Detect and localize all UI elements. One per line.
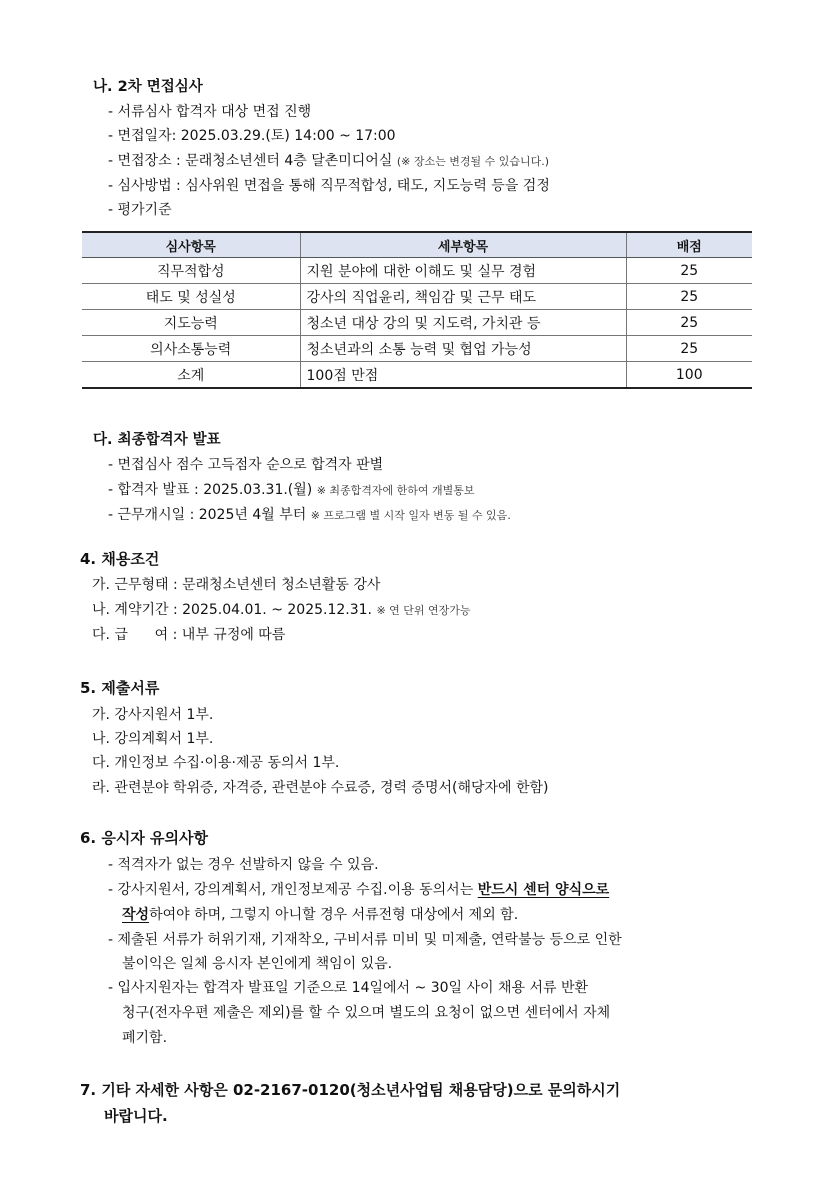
criterion-cell: 태도 및 성실성 xyxy=(82,284,300,310)
header-cell: 배점 xyxy=(626,232,752,258)
notice-item xyxy=(108,880,609,900)
contract-period: 나. 계약기간 : 2025.04.01. ~ 2025.12.31. xyxy=(92,602,372,618)
contact-line: 7. 기타 자세한 사항은 02-2167-0120(청소년사업팀 채용담당)으로 문의하시기 xyxy=(80,1081,621,1099)
table-row-subtotal xyxy=(82,362,752,389)
score-cell: 25 xyxy=(626,258,752,284)
notice-item: - 입사지원자는 합격자 발표일 기준으로 14일에서 ~ 30일 사이 채용 서류 반환 xyxy=(108,980,589,996)
table-row xyxy=(82,310,752,336)
interview-item: - 심사방법 : 심사위원 면접을 통해 직무적합성, 태도, 지도능력 등을 검정 xyxy=(108,178,550,194)
final-result-item xyxy=(108,480,475,501)
start-date: - 근무개시일 : 2025년 4월 부터 xyxy=(108,507,307,523)
contact-line-cont: 바랍니다. xyxy=(104,1107,168,1125)
header-cell: 세부항목 xyxy=(300,232,626,258)
final-result-item: - 면접심사 점수 고득점자 순으로 합격자 판별 xyxy=(108,457,384,473)
table-header-row xyxy=(82,232,752,258)
detail-cell: 청소년 대상 강의 및 지도력, 가치관 등 xyxy=(300,310,626,336)
notice-item-cont: 청구(전자우편 제출은 제외)를 할 수 있으며 별도의 요청이 없으면 센터에서 자체 xyxy=(122,1005,611,1021)
emphasis-text: 반드시 센터 양식으로 xyxy=(477,882,610,898)
document-item: 가. 강사지원서 1부. xyxy=(92,707,214,723)
venue-note: (※ 장소는 변경될 수 있습니다.) xyxy=(396,155,549,168)
header-cell: 심사항목 xyxy=(82,232,300,258)
criterion-cell: 의사소통능력 xyxy=(82,336,300,362)
interview-item: - 평가기준 xyxy=(108,202,172,218)
interview-item xyxy=(108,151,549,172)
final-result-title: 다. 최종합격자 발표 xyxy=(93,432,221,448)
detail-cell: 지원 분야에 대한 이해도 및 실무 경험 xyxy=(300,258,626,284)
document-item: 라. 관련분야 학위증, 자격증, 관련분야 수료증, 경력 증명서(해당자에 한함) xyxy=(92,780,549,796)
detail-cell: 100점 만점 xyxy=(300,362,626,389)
interview-item: - 면접일자: 2025.03.29.(토) 14:00 ~ 17:00 xyxy=(108,128,396,144)
score-cell: 25 xyxy=(626,336,752,362)
notice-item-cont xyxy=(122,905,518,925)
notice-item: - 적격자가 없는 경우 선발하지 않을 수 있음. xyxy=(108,857,379,873)
contract-note: ※ 연 단위 연장가능 xyxy=(376,604,471,617)
start-note: ※ 프로그램 별 시작 일자 변동 될 수 있음. xyxy=(310,509,511,522)
condition-item xyxy=(92,600,471,621)
notice-text: 하여야 하며, 그렇지 아니할 경우 서류전형 대상에서 제외 함. xyxy=(149,907,519,923)
criterion-cell: 지도능력 xyxy=(82,310,300,336)
table-row xyxy=(82,284,752,310)
final-result-item xyxy=(108,505,511,526)
detail-cell: 강사의 직업윤리, 책임감 및 근무 태도 xyxy=(300,284,626,310)
conditions-title: 4. 채용조건 xyxy=(80,550,160,568)
notice-text: - 강사지원서, 강의계획서, 개인정보제공 수집.이용 동의서는 xyxy=(108,882,478,898)
notice-title: 6. 응시자 유의사항 xyxy=(80,829,209,847)
notice-item-cont: 폐기함. xyxy=(122,1030,168,1046)
detail-cell: 청소년과의 소통 능력 및 협업 가능성 xyxy=(300,336,626,362)
score-cell: 100 xyxy=(626,362,752,389)
document-item: 다. 개인정보 수집·이용·제공 동의서 1부. xyxy=(92,755,340,771)
condition-item: 가. 근무형태 : 문래청소년센터 청소년활동 강사 xyxy=(92,577,381,593)
interview-item: - 서류심사 합격자 대상 면접 진행 xyxy=(108,104,312,120)
notice-item-cont: 불이익은 일체 응시자 본인에게 책임이 있음. xyxy=(122,956,393,972)
document-item: 나. 강의계획서 1부. xyxy=(92,731,214,747)
score-cell: 25 xyxy=(626,284,752,310)
interview-venue: - 면접장소 : 문래청소년센터 4층 달촌미디어실 xyxy=(108,153,393,169)
evaluation-table xyxy=(82,231,752,389)
table-row xyxy=(82,258,752,284)
criterion-cell: 소계 xyxy=(82,362,300,389)
interview-section-title: 나. 2차 면접심사 xyxy=(93,79,203,95)
table-row xyxy=(82,336,752,362)
announce-date: - 합격자 발표 : 2025.03.31.(월) xyxy=(108,482,313,498)
notice-item: - 제출된 서류가 허위기재, 기재착오, 구비서류 미비 및 미제출, 연락불능 등으로 인한 xyxy=(108,932,622,948)
documents-title: 5. 제출서류 xyxy=(80,679,160,697)
score-cell: 25 xyxy=(626,310,752,336)
announce-note: ※ 최종합격자에 한하여 개별통보 xyxy=(316,484,475,497)
criterion-cell: 직무적합성 xyxy=(82,258,300,284)
condition-item: 다. 급 여 : 내부 규정에 따름 xyxy=(92,627,286,643)
emphasis-text: 작성 xyxy=(122,907,150,923)
